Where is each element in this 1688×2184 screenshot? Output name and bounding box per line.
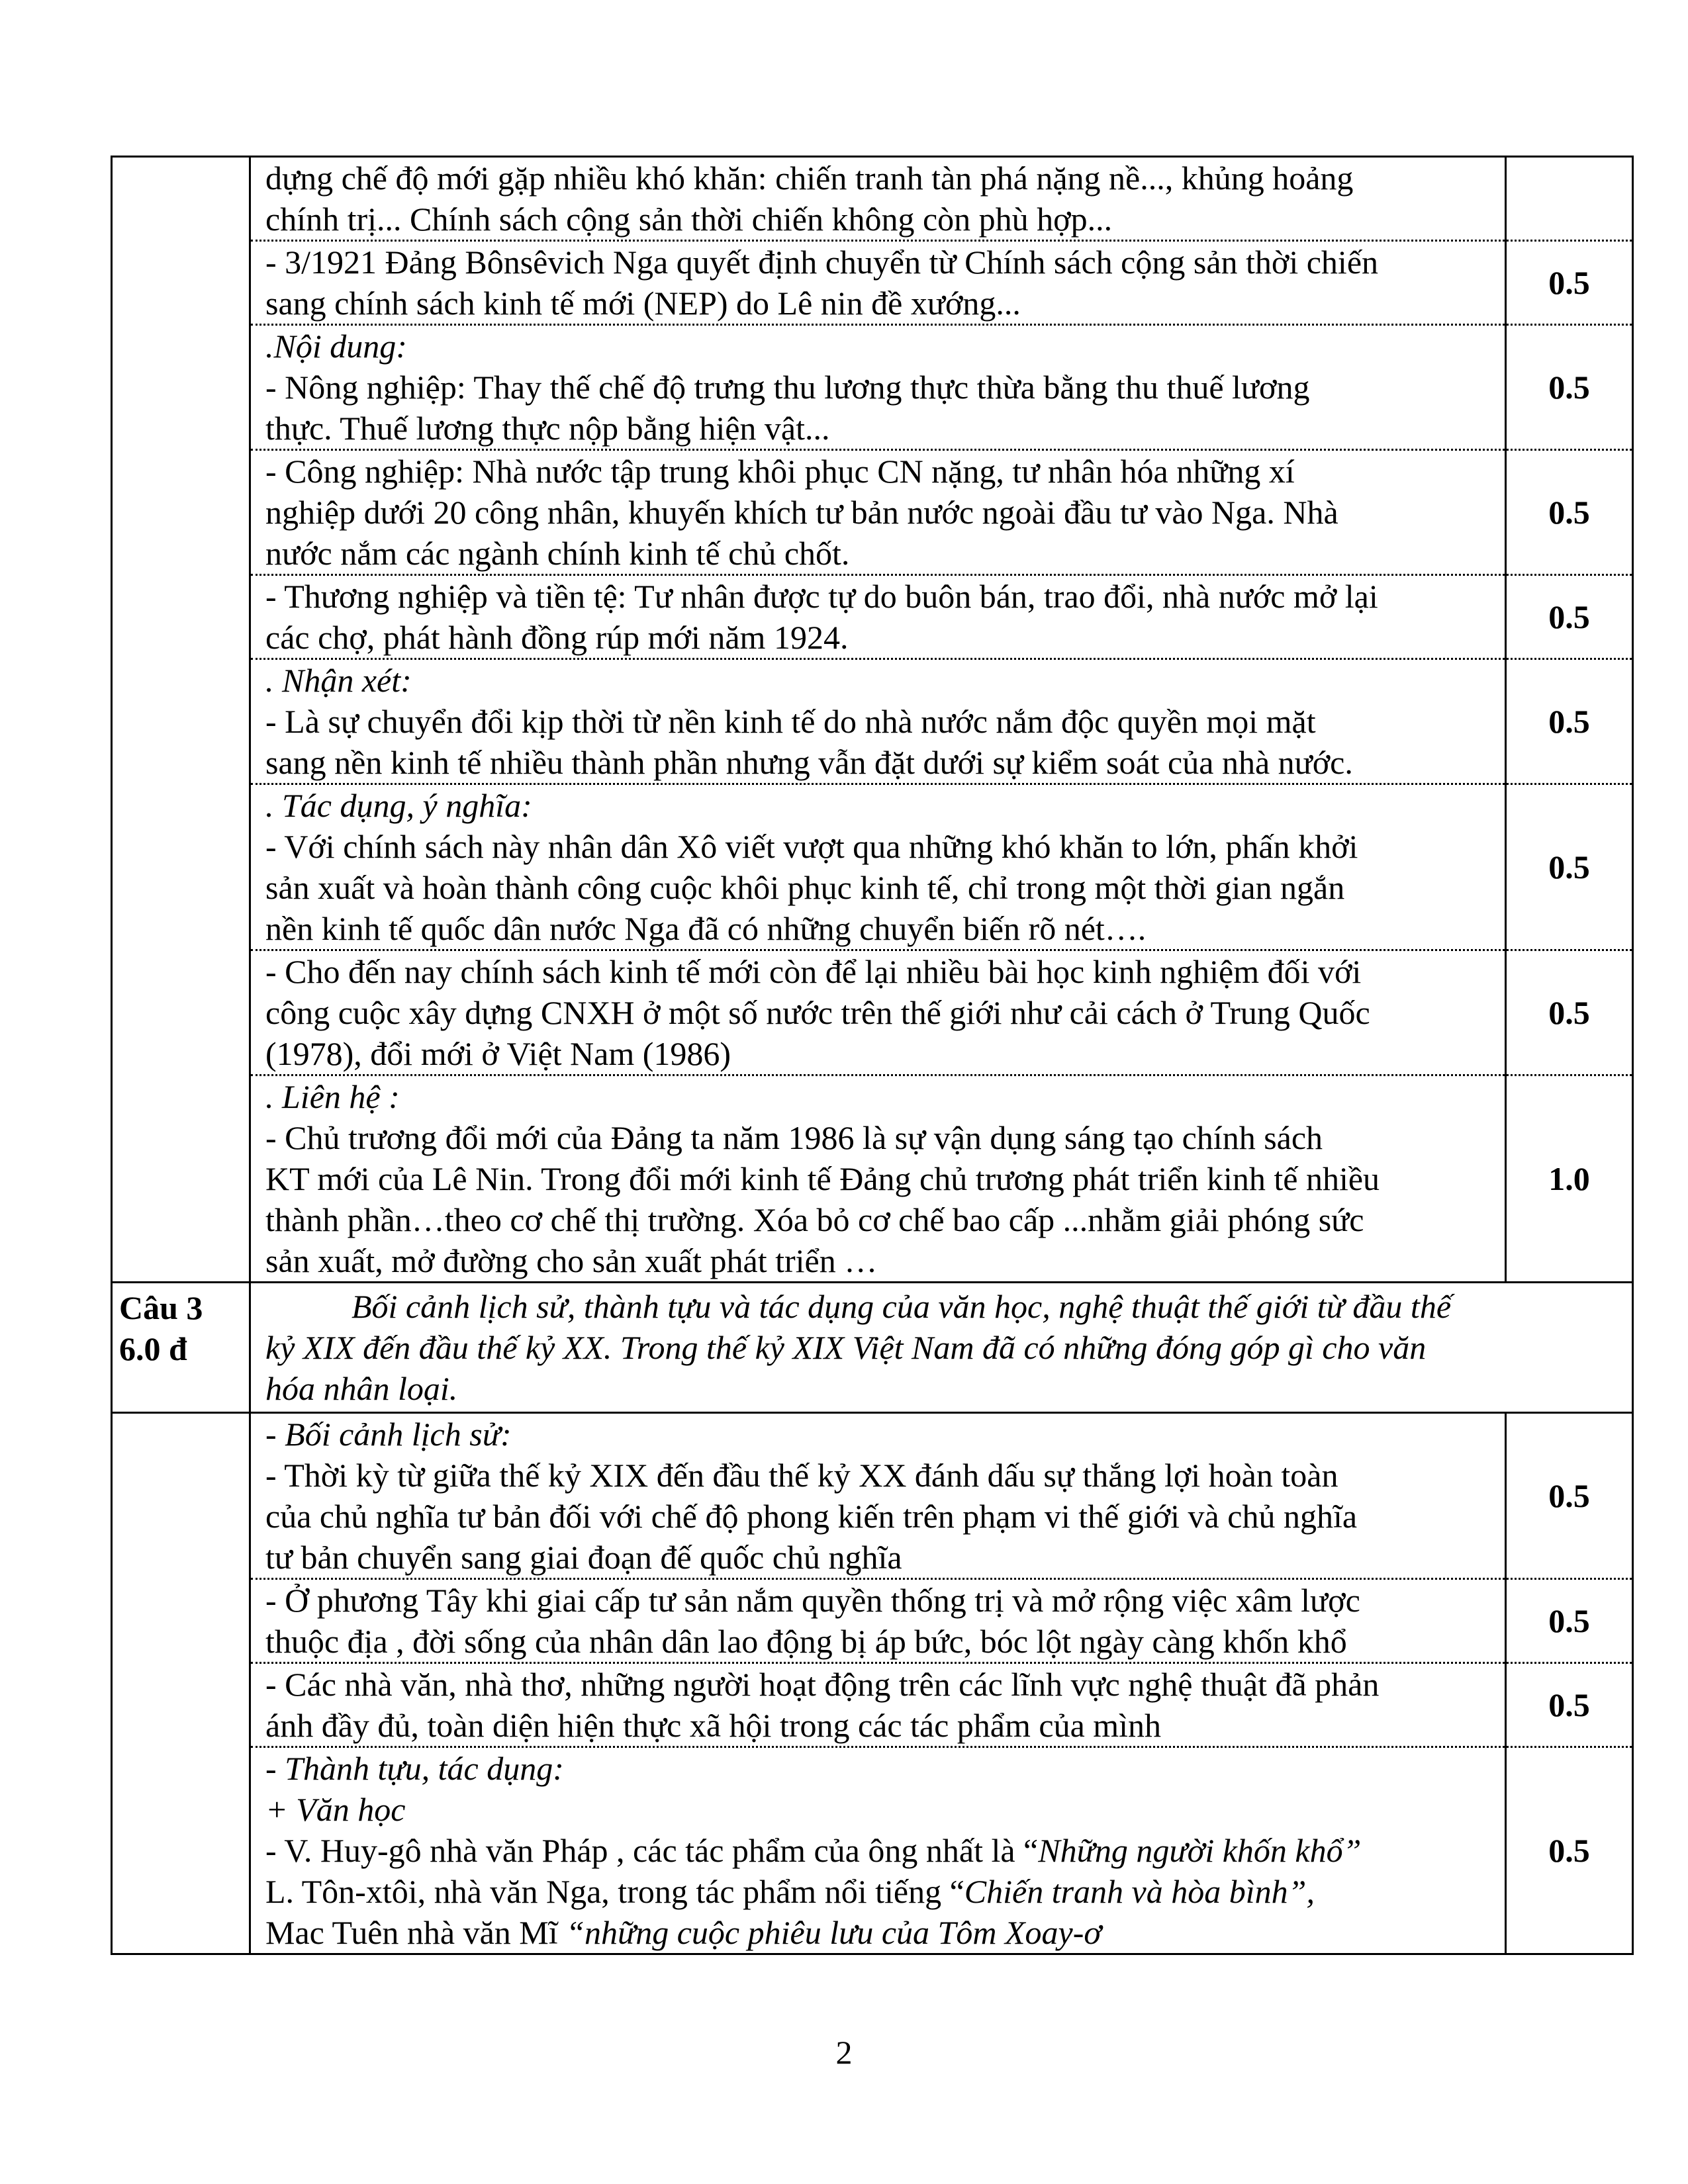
section-heading: - Bối cảnh lịch sử: [265, 1416, 512, 1453]
answer-line: - Các nhà văn, nhà thơ, những người hoạt động trên các lĩnh vực nghệ thuật đã phản [265, 1666, 1380, 1703]
answer-line: nước nắm các ngành chính kinh tế chủ chốt. [265, 535, 850, 572]
section-heading: . Nhận xét: [265, 662, 412, 699]
text-segment: ” [1342, 1832, 1362, 1869]
work-title: “những cuộc phiêu lưu của Tôm Xoay-ơ [566, 1914, 1102, 1951]
score-cell: 0.5 [1506, 241, 1633, 325]
question-number: Câu 3 [119, 1289, 203, 1326]
answer-line: chính trị... Chính sách cộng sản thời chiến không còn phù hợp... [265, 201, 1113, 238]
text-segment: ”, [1288, 1873, 1315, 1910]
text-segment: L. Tôn-xtôi, nhà văn Nga, trong tác phẩm nổi tiếng “ [265, 1873, 964, 1910]
blank-label-cell [112, 157, 250, 1283]
score-cell: 0.5 [1506, 1579, 1633, 1663]
answer-text-cell [250, 1075, 1506, 1283]
work-title: Những người khốn khổ [1038, 1832, 1343, 1869]
score-cell: 0.5 [1506, 450, 1633, 575]
section-heading: - Thành tựu, tác dụng: [265, 1750, 564, 1787]
answer-line: của chủ nghĩa tư bản đối với chế độ phong kiến trên phạm vi thế giới và chủ nghĩa [265, 1498, 1358, 1535]
question-label-cell [112, 1283, 250, 1413]
answer-line: thành phần…theo cơ chế thị trường. Xóa bỏ cơ chế bao cấp ...nhằm giải phóng sức [265, 1201, 1364, 1238]
score-cell [1506, 157, 1633, 241]
answer-text-cell [250, 659, 1506, 784]
score-cell: 1.0 [1506, 1075, 1633, 1283]
answer-line: KT mới của Lê Nin. Trong đổi mới kinh tế Đảng chủ trương phát triển kinh tế nhiều [265, 1160, 1380, 1197]
score-cell: 0.5 [1506, 575, 1633, 659]
answer-line: nền kinh tế quốc dân nước Nga đã có những chuyển biến rõ nét…. [265, 910, 1147, 947]
answer-text-cell [250, 1663, 1506, 1747]
answer-line: các chợ, phát hành đồng rúp mới năm 1924. [265, 619, 849, 656]
answer-table [111, 156, 1634, 1955]
answer-text-cell [250, 1413, 1506, 1579]
text-segment: Mac Tuên nhà văn Mĩ [265, 1914, 567, 1951]
section-heading: . Tác dụng, ý nghĩa: [265, 787, 532, 824]
subsection-heading: + Văn học [265, 1791, 406, 1828]
answer-line: - Công nghiệp: Nhà nước tập trung khôi phục CN nặng, tư nhân hóa những xí [265, 453, 1295, 490]
table-row [112, 784, 1633, 950]
answer-text-cell [250, 450, 1506, 575]
table-row [112, 1075, 1633, 1283]
answer-line: - Là sự chuyển đổi kịp thời từ nền kinh tế do nhà nước nắm độc quyền mọi mặt [265, 703, 1316, 740]
answer-line: sang chính sách kinh tế mới (NEP) do Lê nin đề xướng... [265, 285, 1021, 322]
score-cell: 0.5 [1506, 1413, 1633, 1579]
text-segment: - V. Huy-gô nhà văn Pháp , các tác phẩm của ông nhất là “ [265, 1832, 1039, 1869]
answer-text-cell [250, 241, 1506, 325]
section-heading: .Nội dung: [265, 328, 407, 365]
answer-line: - Thời kỳ từ giữa thế kỷ XIX đến đầu thế kỷ XX đánh dấu sự thắng lợi hoàn toàn [265, 1457, 1338, 1494]
answer-text-cell [250, 784, 1506, 950]
table-row [112, 575, 1633, 659]
work-title: Chiến tranh và hòa bình [964, 1873, 1288, 1910]
answer-line [265, 1871, 1490, 1912]
answer-text-cell [250, 950, 1506, 1075]
table-row [112, 1663, 1633, 1747]
score-cell: 0.5 [1506, 659, 1633, 784]
answer-line: - Cho đến nay chính sách kinh tế mới còn để lại nhiều bài học kinh nghiệm đối với [265, 953, 1362, 990]
answer-text-cell [250, 157, 1506, 241]
table-row [112, 241, 1633, 325]
table-row [112, 1413, 1633, 1579]
question-line: hóa nhân loại. [265, 1370, 458, 1407]
table-row [112, 950, 1633, 1075]
answer-line: sản xuất, mở đường cho sản xuất phát triển … [265, 1242, 878, 1279]
table-row [112, 325, 1633, 450]
question-text-cell [250, 1283, 1633, 1413]
answer-line: dựng chế độ mới gặp nhiều khó khăn: chiến tranh tàn phá nặng nề..., khủng hoảng [265, 159, 1354, 197]
table-row [112, 1579, 1633, 1663]
answer-line: - 3/1921 Đảng Bônsêvich Nga quyết định chuyển từ Chính sách cộng sản thời chiến [265, 244, 1379, 281]
answer-line: - Với chính sách này nhân dân Xô viết vượt qua những khó khăn to lớn, phấn khởi [265, 828, 1358, 865]
answer-line: (1978), đổi mới ở Việt Nam (1986) [265, 1035, 731, 1072]
answer-line: sang nền kinh tế nhiều thành phần nhưng vẫn đặt dưới sự kiểm soát của nhà nước. [265, 744, 1353, 781]
table-row [112, 1747, 1633, 1954]
answer-text-cell [250, 325, 1506, 450]
score-cell: 0.5 [1506, 1663, 1633, 1747]
blank-label-cell [112, 1413, 250, 1954]
answer-line: thuộc địa , đời sống của nhân dân lao động bị áp bức, bóc lột ngày càng khốn khổ [265, 1623, 1347, 1660]
answer-line: sản xuất và hoàn thành công cuộc khôi phục kinh tế, chỉ trong một thời gian ngắn [265, 869, 1345, 906]
answer-line: nghiệp dưới 20 công nhân, khuyến khích tư bản nước ngoài đầu tư vào Nga. Nhà [265, 494, 1338, 531]
question-points: 6.0 đ [119, 1330, 187, 1367]
answer-line: thực. Thuế lương thực nộp bằng hiện vật... [265, 410, 830, 447]
answer-line: tư bản chuyển sang giai đoạn đế quốc chủ nghĩa [265, 1539, 902, 1576]
answer-line [265, 1912, 1490, 1953]
answer-text-cell [250, 1747, 1506, 1954]
section-heading: . Liên hệ : [265, 1078, 400, 1115]
page-number: 2 [835, 2034, 853, 2071]
question-row [112, 1283, 1633, 1413]
table-row [112, 450, 1633, 575]
answer-line [265, 1830, 1490, 1871]
question-line: Bối cảnh lịch sử, thành tựu và tác dụng của văn học, nghệ thuật thế giới từ đầu thế [352, 1288, 1452, 1325]
answer-line: công cuộc xây dựng CNXH ở một số nước trên thế giới như cải cách ở Trung Quốc [265, 994, 1370, 1031]
answer-line: - Thương nghiệp và tiền tệ: Tư nhân được tự do buôn bán, trao đổi, nhà nước mở lại [265, 578, 1378, 615]
answer-line: - Chủ trương đổi mới của Đảng ta năm 1986 là sự vận dụng sáng tạo chính sách [265, 1119, 1323, 1156]
table-row [112, 659, 1633, 784]
score-cell: 0.5 [1506, 950, 1633, 1075]
answer-text-cell [250, 575, 1506, 659]
question-line: kỷ XIX đến đầu thế kỷ XX. Trong thế kỷ XIX Việt Nam đã có những đóng góp gì cho văn [265, 1329, 1427, 1366]
table-row [112, 157, 1633, 241]
answer-table-body [112, 157, 1633, 1954]
score-cell: 0.5 [1506, 1747, 1633, 1954]
score-cell: 0.5 [1506, 325, 1633, 450]
score-cell: 0.5 [1506, 784, 1633, 950]
answer-line: - Nông nghiệp: Thay thế chế độ trưng thu lương thực thừa bằng thu thuế lương [265, 369, 1310, 406]
answer-text-cell [250, 1579, 1506, 1663]
answer-line: ánh đầy đủ, toàn diện hiện thực xã hội trong các tác phẩm của mình [265, 1707, 1162, 1744]
answer-line: - Ở phương Tây khi giai cấp tư sản nắm quyền thống trị và mở rộng việc xâm lược [265, 1582, 1360, 1619]
